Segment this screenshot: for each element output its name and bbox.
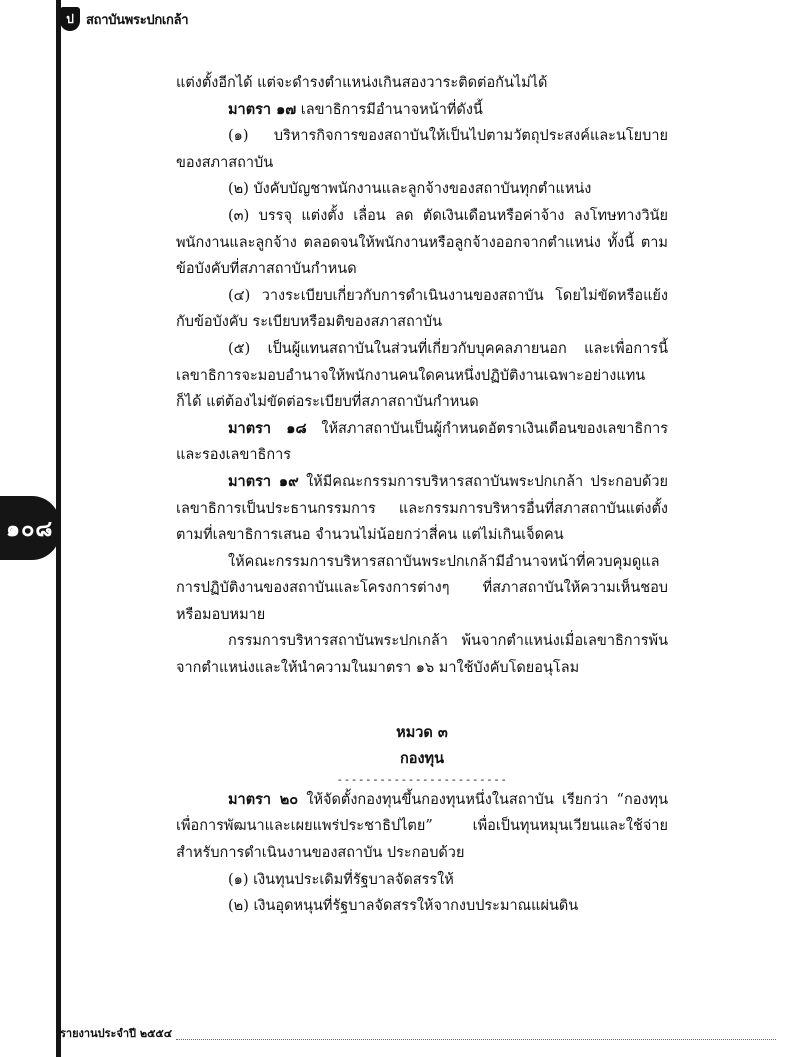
chapter-divider: ------------------------ xyxy=(336,772,508,786)
section-19 xyxy=(176,469,668,549)
section-17-item-3: (๓) บรรจุ แต่งตั้ง เลื่อน ลด ตัดเงินเดือนหรือค่าจ้าง ลงโทษทางวินัย พนักงานและลูกจ้าง ตลอดจนให้พนักงานหรือลูกจ้างออกจากตำแหน่ง ทั้งนี้ ตามข้อบังคับที่สภาสถาบันกำหนด xyxy=(176,207,668,278)
document-body xyxy=(176,70,668,920)
section-19-paragraph-2: ให้คณะกรรมการบริหารสถาบันพระปกเกล้ามีอำนาจหน้าที่ควบคุมดูแลการปฏิบัติงานของสถาบันและโครงการต่างๆ ที่สภาสถาบันให้ความเห็นชอบ หรือมอบหมาย xyxy=(176,553,668,623)
header-title: สถาบันพระปกเกล้า xyxy=(86,12,189,28)
section-20-label: มาตรา ๒๐ xyxy=(228,790,299,808)
section-17-label: มาตรา ๑๗ xyxy=(228,100,297,118)
section-20-item-2: (๒) เงินอุดหนุนที่รัฐบาลจัดสรรให้จากงบประมาณแผ่นดิน xyxy=(228,898,579,915)
chapter-label: หมวด ๓ xyxy=(396,723,448,741)
section-19-label: มาตรา ๑๙ xyxy=(228,472,299,490)
section-17-item-4: (๔) วางระเบียบเกี่ยวกับการดำเนินงานของสถาบัน โดยไม่ขัดหรือแย้งกับข้อบังคับ ระเบียบหรือมติของสภาสถาบัน xyxy=(176,287,668,331)
section-20-item-1: (๑) เงินทุนประเดิมที่รัฐบาลจัดสรรให้ xyxy=(228,871,454,888)
section-19-paragraph-3: กรรมการบริหารสถาบันพระปกเกล้า พ้นจากตำแหน่งเมื่อเลขาธิการพ้นจากตำแหน่งและให้นำความในมาตรา ๑๖ มาใช้บังคับโดยอนุโลม xyxy=(176,633,668,677)
footer-label: รายงานประจำปี ๒๕๕๔ xyxy=(60,1027,173,1040)
section-17-item-2: (๒) บังคับบัญชาพนักงานและลูกจ้างของสถาบันทุกตำแหน่ง xyxy=(228,181,592,198)
chapter-heading xyxy=(176,720,668,787)
section-18-text: ให้สภาสถาบันเป็นผู้กำหนดอัตราเงินเดือนของเลขาธิการและรองเลขาธิการ xyxy=(176,420,668,464)
section-17 xyxy=(176,97,668,124)
section-17-item-1: (๑) บริหารกิจการของสถาบันให้เป็นไปตามวัตถุประสงค์และนโยบายของสภาสถาบัน xyxy=(176,128,668,171)
page-header xyxy=(60,6,188,32)
section-20 xyxy=(176,787,668,867)
page-number-tab xyxy=(0,496,60,560)
page-footer xyxy=(56,1020,776,1044)
section-18 xyxy=(176,416,668,469)
section-17-text: เลขาธิการมีอำนาจหน้าที่ดังนี้ xyxy=(296,101,483,118)
section-19-text: ให้มีคณะกรรมการบริหารสถาบันพระปกเกล้า ประกอบด้วย เลขาธิการเป็นประธานกรรมการ และกรรมการบริหารอื่นที่สภาสถาบันแต่งตั้งตามที่เลขาธิการเสนอ จำนวนไม่น้อยกว่าสี่คน แต่ไม่เกินเจ็ดคน xyxy=(176,473,668,544)
footer-rule xyxy=(176,1039,776,1040)
section-20-text: ให้จัดตั้งกองทุนขึ้นกองทุนหนึ่งในสถาบัน เรียกว่า “กองทุนเพื่อการพัฒนาและเผยแพร่ประชาธิปไตย” เพื่อเป็นทุนหมุนเวียนและใช้จ่ายสำหรับการดำเนินงานของสถาบัน ประกอบด้วย xyxy=(176,791,668,862)
institute-logo-icon: ป xyxy=(60,7,80,31)
chapter-title: กองทุน xyxy=(399,750,445,768)
page-number: ๑๐๘ xyxy=(6,515,54,542)
paragraph-continuation: แต่งตั้งอีกได้ แต่จะดำรงตำแหน่งเกินสองวาระติดต่อกันไม่ได้ xyxy=(176,75,548,91)
section-18-label: มาตรา ๑๘ xyxy=(228,419,307,437)
section-17-item-5: (๕) เป็นผู้แทนสถาบันในส่วนที่เกี่ยวกับบุคคลภายนอก และเพื่อการนี้ เลขาธิการจะมอบอำนาจให้พนักงานคนใดคนหนึ่งปฏิบัติงานเฉพาะอย่างแทนก็ได้ แต่ต้องไม่ขัดต่อระเบียบที่สภาสถาบันกำหนด xyxy=(176,340,668,411)
